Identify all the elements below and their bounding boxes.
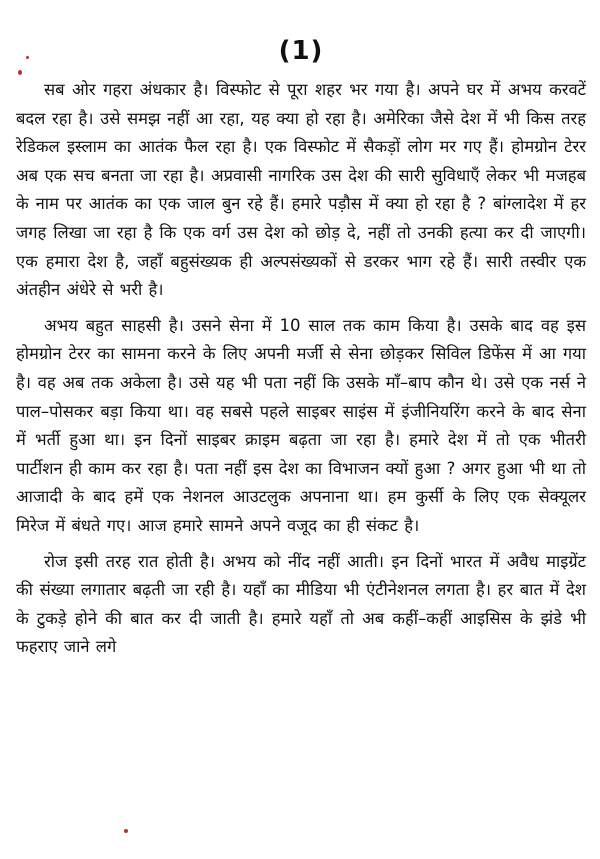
paragraph-1: सब ओर गहरा अंधकार है। विस्फोट से पूरा शहर भर गया है। अपने घर में अभय करवटें बदल रहा है। उसे समझ नहीं आ रहा, यह क्या हो रहा है। अमेरिका जैसे देश में भी किस तरह रेडिकल इस्लाम का आतंक फैल रहा है। एक विस्फोट में सैकड़ों लोग मर गए हैं। होमग्रोन टेरर अब एक सच बनता जा रहा है। अप्रवासी नागरिक उस देश की सारी सुविधाएँ लेकर भी मजहब के नाम पर आतंक का एक जाल बुन रहे हैं। हमारे पड़ौस में क्या हो रहा है ? बांग्लादेश में हर जगह लिखा जा रहा है कि एक वर्ग उस देश को छोड़ दे, नहीं तो उनकी हत्या कर दी जाएगी। एक हमारा देश है, जहाँ बहुसंख्यक ही अल्पसंख्यकों से डरकर भाग रहे हैं। सारी तस्वीर एक अंतहीन अंधेरे से भरी है। (16, 80, 586, 300)
paragraph-2: अभय बहुत साहसी है। उसने सेना में 10 साल तक काम किया है। उसके बाद वह इस होमग्रोन टेरर का सामना करने के लिए अपनी मर्जी से सेना छोड़कर सिविल डिफेंस में आ गया है। वह अब तक अकेला है। उसे यह भी पता नहीं कि उसके माँ–बाप कौन थे। उसे एक नर्स ने पाल–पोसकर बड़ा किया था। वह सबसे पहले साइबर साइंस में इंजीनियरिंग करने के बाद सेना में भर्ती हुआ था। इन दिनों साइबर क्राइम बढ़ता जा रहा है। हमारे देश में तो एक भीतरी पार्टीशन ही काम कर रहा है। पता नहीं इस देश का विभाजन क्यों हुआ ? अगर हुआ भी था तो आजादी के बाद हमें एक नेशनल आउटलुक अपनाना था। हम कुर्सी के लिए एक सेक्यूलर मिरेज में बंधते गए। आज हमारे सामने अपने वजूद का ही संकट है। (16, 315, 586, 535)
ink-speck (124, 829, 128, 833)
paragraph-3: रोज इसी तरह रात होती है। अभय को नींद नहीं आती। इन दिनों भारत में अवैध माइग्रेंट की संख्या लगातार बढ़ती जा रही है। यहाँ का मीडिया भी एंटीनेशनल लगता है। हर बात में देश के टुकड़े होने की बात कर दी जाती है। हमारे यहाँ तो अब कहीं–कहीं आइसिस के झंडे भी फहराए जाने लगे (16, 551, 586, 657)
ink-speck (26, 56, 29, 59)
ink-speck (18, 70, 22, 75)
chapter-number: (1) (278, 36, 324, 66)
